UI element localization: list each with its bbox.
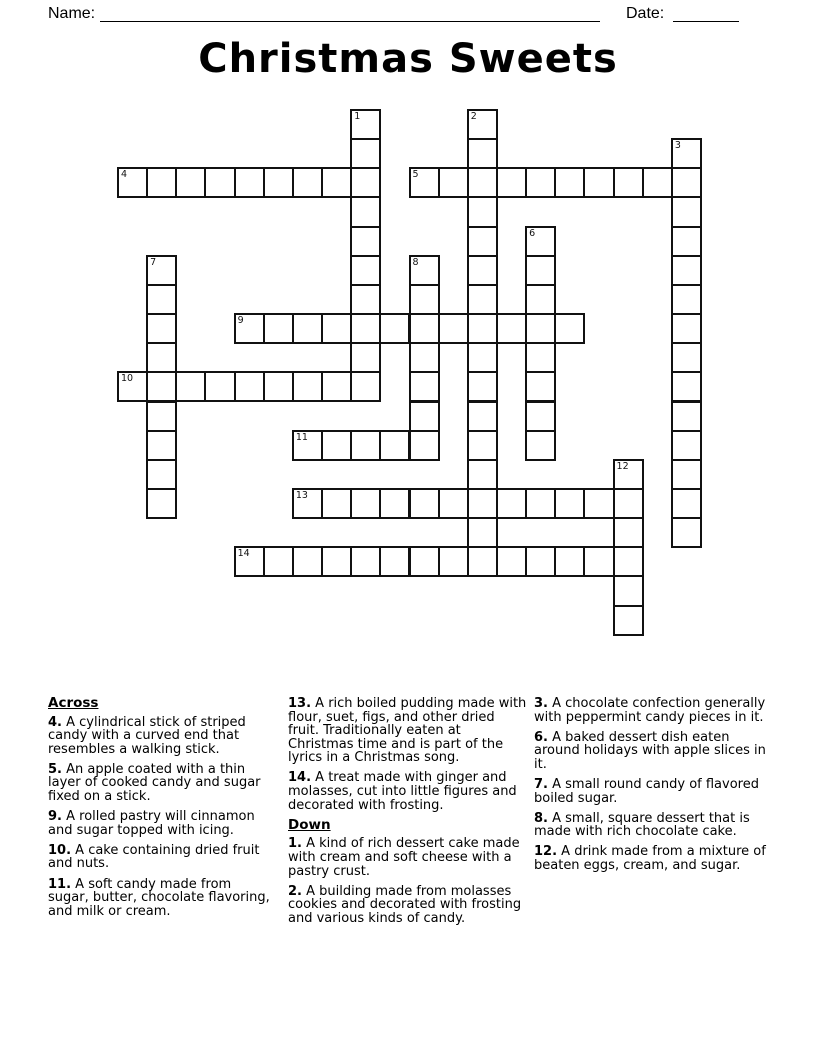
cell-number: 1 (354, 111, 361, 122)
clue-number: 13. (288, 696, 312, 711)
clue-number: 7. (534, 776, 548, 792)
clue-across-13: 13. A rich boiled pudding made with flour, suet, figs, and other dried fruit. Traditionally eaten at Christmas time and is part of the lyrics in a Christmas song. (288, 696, 527, 766)
cell-number: 9 (237, 315, 244, 327)
grid-cell (525, 255, 556, 286)
cell-number: 11 (295, 431, 308, 443)
grid-cell (379, 430, 410, 461)
clue-across-9: 9. A rolled pastry will cinnamon and sugar topped with icing. (48, 809, 255, 838)
grid-cell (263, 313, 294, 344)
grid-cell (671, 342, 702, 373)
grid-cell (554, 546, 585, 577)
grid-cell (409, 488, 440, 519)
grid-cell (467, 517, 498, 548)
grid-cell (350, 430, 381, 461)
grid-cell (671, 401, 702, 432)
grid-cell (496, 167, 527, 198)
clue-number: 4. (48, 714, 62, 730)
grid-cell (671, 284, 702, 315)
grid-cell (292, 430, 323, 461)
grid-cell (350, 371, 381, 402)
grid-cell (379, 488, 410, 519)
cell-number: 6 (529, 227, 536, 239)
page-title: Christmas Sweets (198, 36, 618, 82)
grid-cell (554, 488, 585, 519)
grid-cell (467, 284, 498, 315)
grid-cell (321, 488, 352, 519)
cell-number: 5 (412, 169, 419, 181)
grid-cell (438, 488, 469, 519)
clues-column-3 (534, 697, 770, 879)
grid-cell (234, 371, 265, 402)
across-header: Across (48, 695, 99, 711)
clue-down-7: 7. A small round candy of flavored boiled sugar. (534, 776, 759, 806)
cell-number: 12 (616, 460, 629, 472)
grid-cell (525, 401, 556, 432)
grid-cell (146, 313, 177, 344)
clue-number: 6. (534, 729, 548, 745)
grid-cell (409, 430, 440, 461)
grid-cell (671, 255, 702, 286)
clue-across-10: 10. A cake containing dried fruit and nuts. (48, 842, 260, 872)
grid-cell (467, 342, 498, 373)
grid-cell (613, 605, 644, 636)
grid-cell (409, 255, 440, 286)
grid-cell (525, 488, 556, 519)
grid-cell (350, 342, 381, 373)
grid-cell (467, 138, 498, 169)
grid-cell (613, 517, 644, 548)
grid-cell (671, 226, 702, 257)
grid-cell (292, 371, 323, 402)
grid-cell (467, 226, 498, 257)
clues-column-2 (288, 697, 528, 932)
grid-cell (146, 488, 177, 519)
grid-cell (350, 226, 381, 257)
grid-cell (292, 313, 323, 344)
grid-cell (350, 167, 381, 198)
grid-cell (350, 546, 381, 577)
grid-cell (613, 459, 644, 490)
grid-cell (525, 371, 556, 402)
grid-cell (146, 284, 177, 315)
grid-cell (350, 488, 381, 519)
grid-cell (263, 167, 294, 198)
cell-number: 14 (237, 548, 250, 560)
clue-down-8: 8. A small, square dessert that is made with rich chocolate cake. (534, 810, 750, 840)
grid-cell (409, 313, 440, 344)
grid-cell (350, 284, 381, 315)
grid-cell (525, 430, 556, 461)
grid-cell (671, 196, 702, 227)
grid-cell (671, 459, 702, 490)
cell-number: 4 (121, 169, 128, 181)
grid-cell (146, 255, 177, 286)
cell-number: 8 (412, 256, 419, 268)
grid-cell (379, 313, 410, 344)
grid-cell (438, 546, 469, 577)
grid-cell (671, 167, 702, 198)
grid-cell (263, 371, 294, 402)
date-line (673, 21, 739, 22)
clue-number: 11. (48, 876, 72, 892)
grid-cell (292, 488, 323, 519)
clue-down-12: 12. A drink made from a mixture of beaten eggs, cream, and sugar. (534, 844, 766, 873)
grid-cell (204, 167, 235, 198)
grid-cell (146, 342, 177, 373)
grid-cell (409, 546, 440, 577)
clues-column-1 (48, 697, 274, 925)
grid-cell (409, 167, 440, 198)
clue-number: 3. (534, 696, 548, 711)
grid-cell (117, 167, 148, 198)
grid-cell (554, 313, 585, 344)
clue-across-11: 11. A soft candy made from sugar, butter, chocolate flavoring, and milk or cream. (48, 876, 270, 919)
clue-across-4: 4. A cylindrical stick of striped candy with a curved end that resembles a walking stick. (48, 714, 246, 757)
grid-cell (467, 371, 498, 402)
grid-cell (321, 546, 352, 577)
grid-cell (321, 167, 352, 198)
grid-cell (292, 546, 323, 577)
grid-cell (525, 313, 556, 344)
name-line (100, 21, 600, 22)
grid-cell (642, 167, 673, 198)
grid-cell (525, 226, 556, 257)
grid-cell (467, 167, 498, 198)
grid-cell (263, 546, 294, 577)
grid-cell (204, 371, 235, 402)
grid-cell (496, 488, 527, 519)
grid-cell (525, 342, 556, 373)
grid-cell (321, 430, 352, 461)
grid-cell (613, 488, 644, 519)
grid-cell (467, 255, 498, 286)
clue-number: 8. (534, 810, 548, 826)
cell-number: 2 (470, 111, 477, 122)
grid-cell (525, 546, 556, 577)
grid-cell (525, 284, 556, 315)
grid-cell (146, 430, 177, 461)
grid-cell (175, 371, 206, 402)
clue-number: 5. (48, 761, 62, 777)
grid-cell (321, 371, 352, 402)
grid-cell (671, 488, 702, 519)
clue-down-6: 6. A baked dessert dish eaten around holidays with apple slices in it. (534, 729, 766, 772)
grid-cell (234, 313, 265, 344)
clue-across-14: 14. A treat made with ginger and molasses, cut into little figures and decorated with frosting. (288, 770, 517, 813)
grid-cell (350, 138, 381, 169)
grid-cell (467, 196, 498, 227)
clue-number: 14. (288, 770, 312, 786)
cell-number: 10 (121, 373, 134, 385)
grid-cell (583, 488, 614, 519)
grid-cell (350, 313, 381, 344)
clue-down-2: 2. A building made from molasses cookies and decorated with frosting and various kinds of candy. (288, 883, 522, 926)
grid-cell (467, 546, 498, 577)
clue-number: 1. (288, 836, 302, 852)
grid-cell (438, 313, 469, 344)
grid-cell (671, 371, 702, 402)
grid-cell (234, 167, 265, 198)
grid-cell (175, 167, 206, 198)
grid-cell (146, 459, 177, 490)
grid-cell (350, 196, 381, 227)
grid-cell (496, 546, 527, 577)
clue-across-5: 5. An apple coated with a thin layer of cooked candy and sugar fixed on a stick. (48, 761, 261, 805)
clue-number: 12. (534, 844, 558, 860)
cell-number: 3 (674, 140, 681, 152)
grid-cell (613, 546, 644, 577)
grid-cell (467, 109, 498, 140)
clue-number: 2. (288, 883, 302, 899)
grid-cell (146, 371, 177, 402)
grid-cell (379, 546, 410, 577)
grid-cell (613, 575, 644, 606)
grid-cell (496, 313, 527, 344)
grid-cell (292, 167, 323, 198)
grid-cell (525, 167, 556, 198)
grid-cell (321, 313, 352, 344)
grid-cell (613, 167, 644, 198)
grid-cell (467, 488, 498, 519)
clue-number: 9. (48, 809, 62, 825)
clue-down-1: 1. A kind of rich dessert cake made with cream and soft cheese with a pastry crust. (288, 836, 520, 879)
grid-cell (554, 167, 585, 198)
grid-cell (438, 167, 469, 198)
grid-cell (671, 138, 702, 169)
name-label: Name: (48, 5, 96, 22)
grid-cell (146, 167, 177, 198)
grid-cell (409, 284, 440, 315)
grid-cell (409, 401, 440, 432)
grid-cell (146, 401, 177, 432)
grid-cell (467, 459, 498, 490)
date-label: Date: (626, 5, 665, 22)
grid-cell (583, 546, 614, 577)
clue-down-3: 3. A chocolate confection generally with peppermint candy pieces in it. (534, 696, 766, 725)
grid-cell (350, 255, 381, 286)
grid-cell (583, 167, 614, 198)
grid-cell (671, 430, 702, 461)
grid-cell (671, 313, 702, 344)
grid-cell (467, 313, 498, 344)
grid-cell (671, 517, 702, 548)
clue-number: 10. (48, 842, 72, 858)
grid-cell (467, 430, 498, 461)
grid-cell (409, 371, 440, 402)
grid-cell (234, 546, 265, 577)
cell-number: 13 (295, 489, 308, 501)
grid-cell (467, 401, 498, 432)
down-header: Down (288, 816, 331, 833)
grid-cell (117, 371, 148, 402)
grid-cell (409, 342, 440, 373)
cell-number: 7 (150, 256, 157, 268)
grid-cell (350, 109, 381, 140)
